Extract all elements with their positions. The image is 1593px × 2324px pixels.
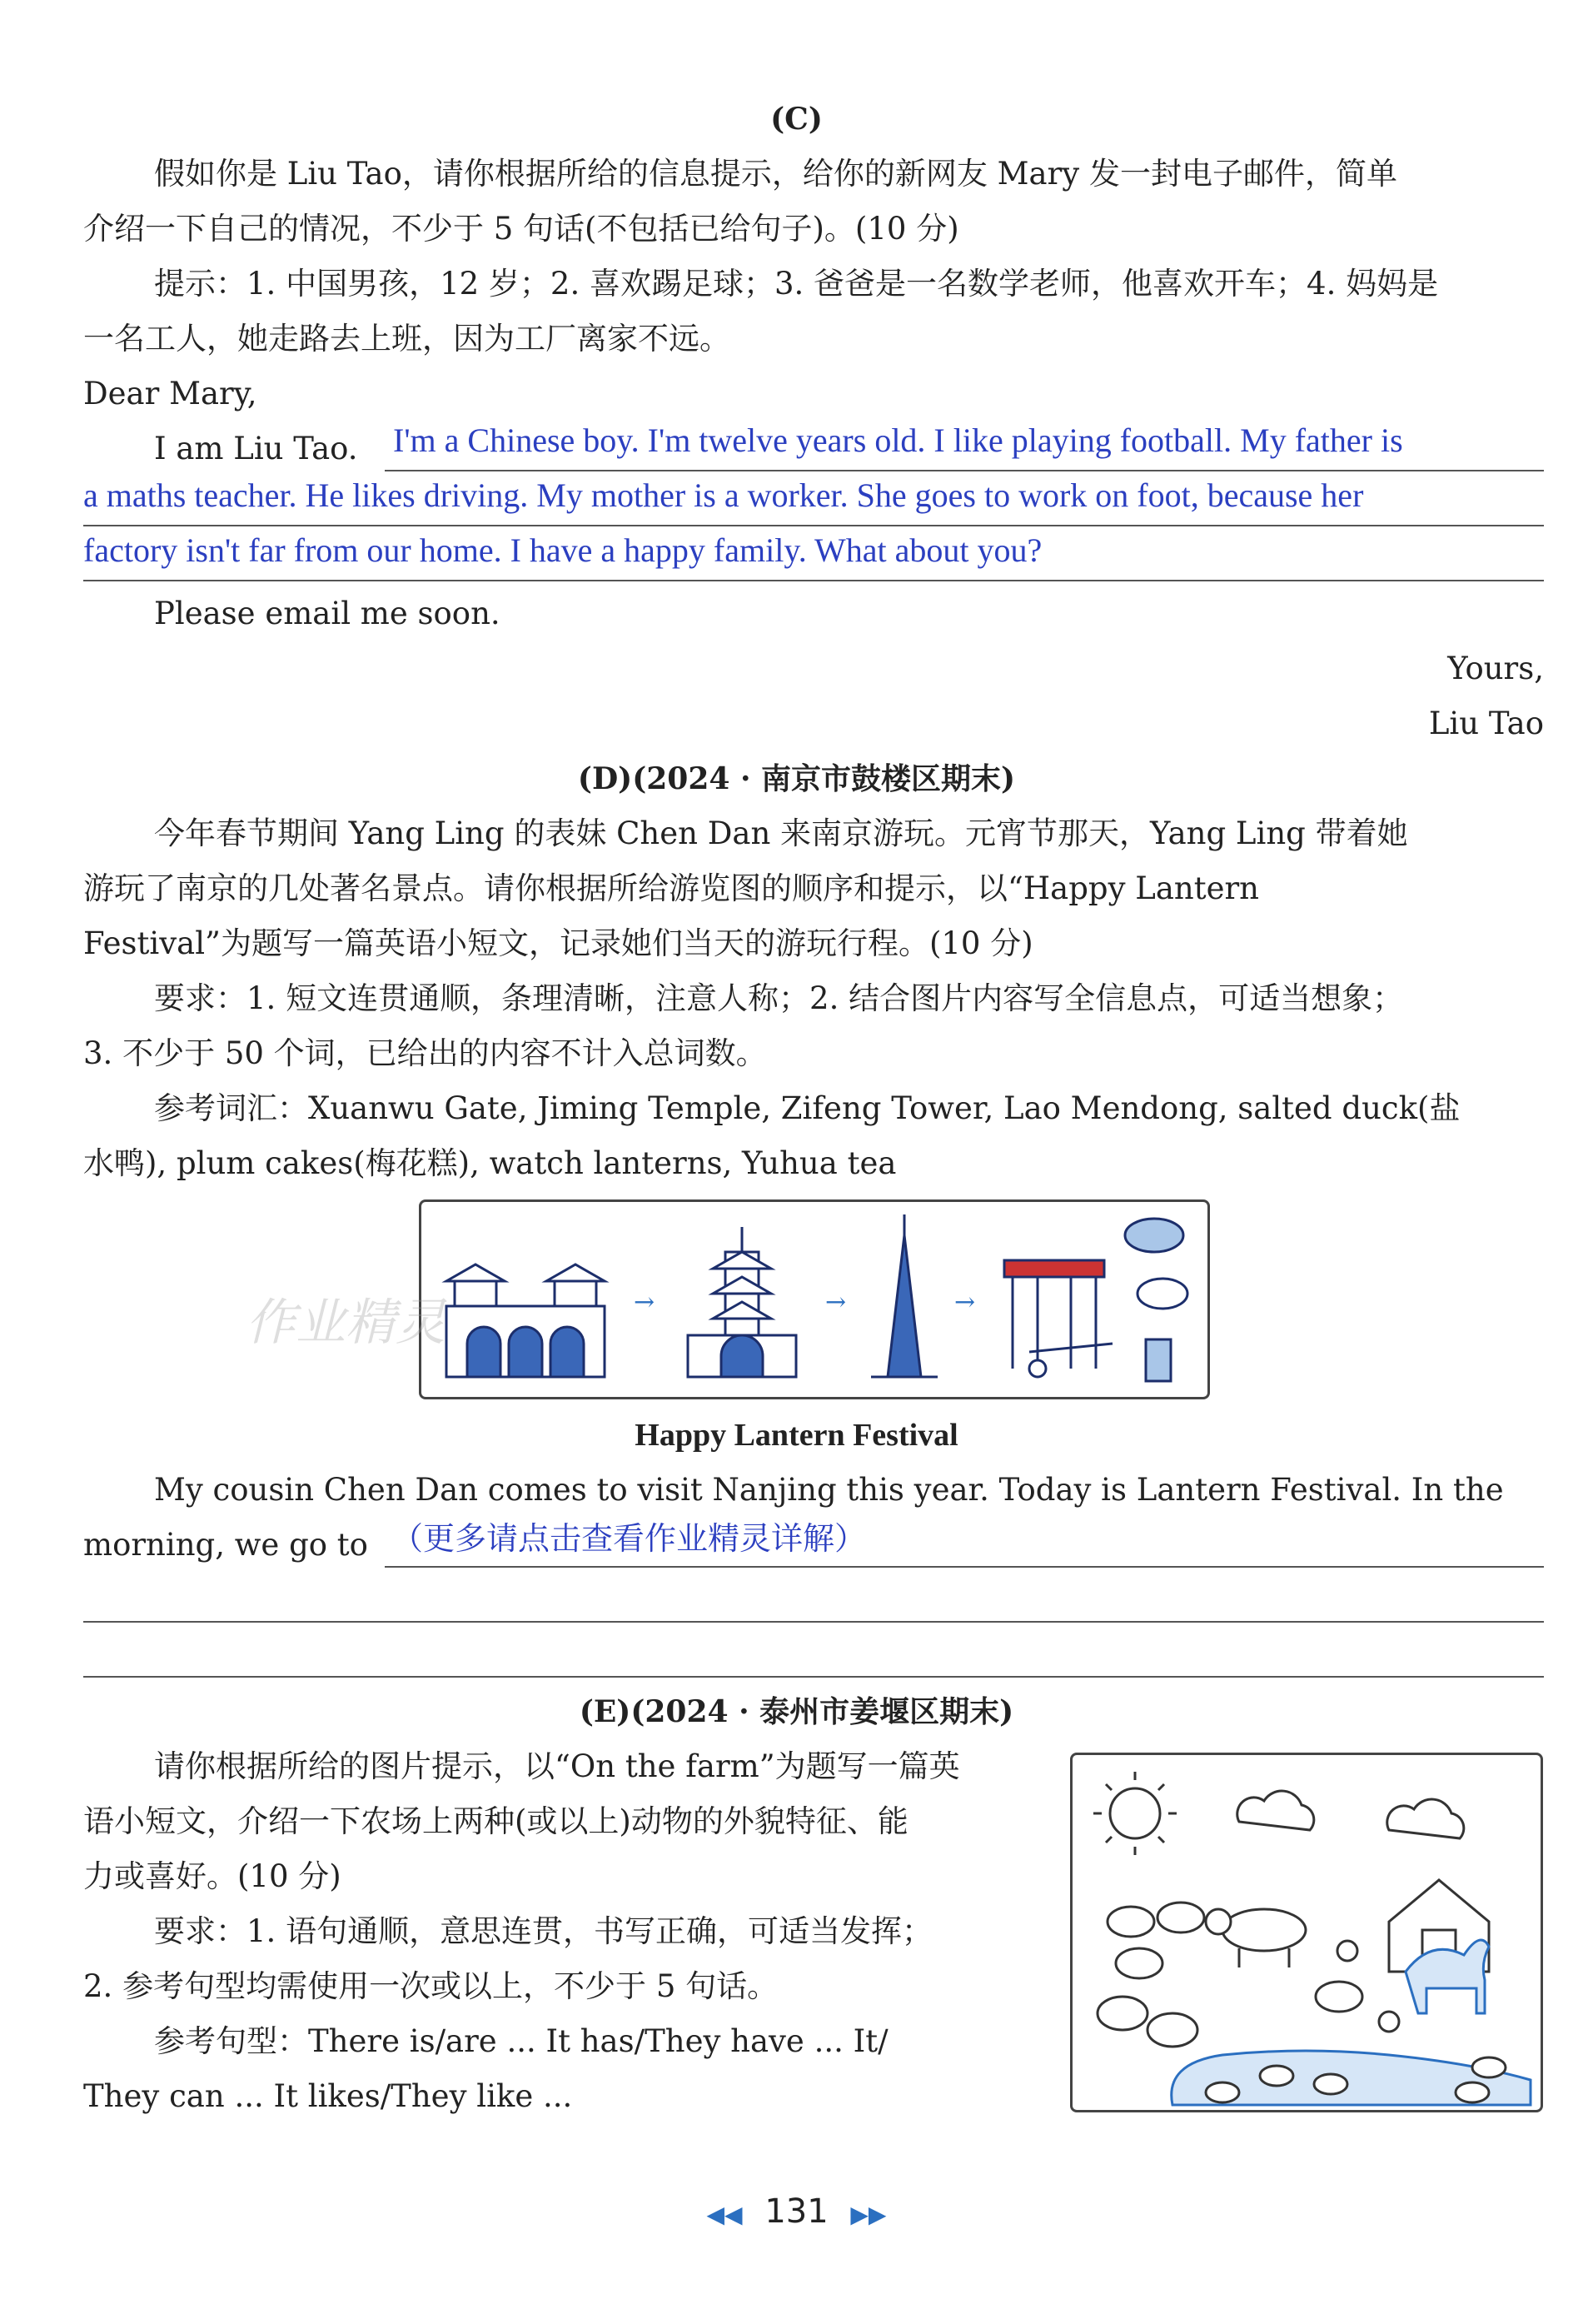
signature: Liu Tao <box>1428 706 1544 741</box>
section-d-vocab: 水鸭), plum cakes(梅花糕), watch lanterns, Yuhua tea <box>83 1145 897 1181</box>
writing-rule <box>83 1676 1544 1678</box>
section-e-prompt: 语小短文，介绍一下农场上两种(或以上)动物的外貌特征、能 <box>83 1803 909 1839</box>
writing-rule <box>385 470 1544 471</box>
lao-mendong-gate-icon <box>1004 1260 1104 1369</box>
essay-title: Happy Lantern Festival <box>635 1418 958 1453</box>
section-c-hint: 提示：1. 中国男孩，12 岁；2. 喜欢踢足球；3. 爸爸是一名数学老师，他喜欢开车；4. 妈妈是 <box>154 266 1439 302</box>
watermark: 作业精灵 <box>246 1294 446 1352</box>
section-c-prompt: 假如你是 Liu Tao，请你根据所给的信息提示，给你的新网友 Mary 发一封电子邮件，简单 <box>154 156 1397 192</box>
section-d-prompt: Festival”为题写一篇英语小短文，记录她们当天的游玩行程。(10 分) <box>83 925 1033 961</box>
section-e-requirement: 要求：1. 语句通顺，意思连贯，书写正确，可适当发挥； <box>154 1913 933 1949</box>
email-intro: I am Liu Tao. <box>154 431 358 466</box>
arrow-icon: → <box>825 1288 847 1317</box>
cloud-icon <box>1237 1791 1464 1838</box>
section-e-prompt: 力或喜好。(10 分) <box>83 1858 341 1894</box>
section-c-heading: (C) <box>770 102 823 137</box>
closing-line: Please email me soon. <box>154 596 500 631</box>
jiming-temple-icon <box>688 1227 796 1377</box>
farm-picture <box>1070 1753 1543 2112</box>
essay-text: morning, we go to <box>83 1527 368 1563</box>
answer-line: I'm a Chinese boy. I'm twelve years old. I like playing football. My father is <box>393 421 1403 459</box>
writing-rule <box>83 580 1544 581</box>
writing-rule <box>385 1566 1544 1568</box>
arrow-icon: → <box>954 1288 976 1317</box>
section-d-prompt: 游玩了南京的几处著名景点。请你根据所给游览图的顺序和提示，以“Happy Lantern <box>83 870 1260 906</box>
section-d-heading: (D)(2024 · 南京市鼓楼区期末) <box>577 761 1016 796</box>
section-e-requirement: 2. 参考句型均需使用一次或以上，不少于 5 句话。 <box>83 1968 779 2004</box>
page-number: 131 <box>764 2192 829 2231</box>
farm-illustration <box>1073 1755 1541 2110</box>
writing-rule <box>83 525 1544 526</box>
xuanwu-gate-icon <box>446 1264 605 1377</box>
tour-route-picture <box>419 1199 1210 1399</box>
section-d-vocab: 参考词汇：Xuanwu Gate, Jiming Temple, Zifeng Tower, Lao Mendong, salted duck(盐 <box>154 1090 1461 1126</box>
section-d-requirement: 要求：1. 短文连贯通顺，条理清晰，注意人称；2. 结合图片内容写全信息点，可适当想象； <box>154 980 1404 1016</box>
zifeng-tower-icon <box>871 1214 938 1377</box>
sign-off: Yours, <box>1447 651 1544 686</box>
section-e-heading: (E)(2024 · 泰州市姜堰区期末) <box>579 1694 1014 1729</box>
section-d-prompt: 今年春节期间 Yang Ling 的表妹 Chen Dan 来南京游玩。元宵节那天，Yang Ling 带着她 <box>154 815 1408 851</box>
arrow-icon: → <box>634 1288 655 1317</box>
salutation: Dear Mary, <box>83 376 257 411</box>
section-d-requirement: 3. 不少于 50 个词，已给出的内容不计入总词数。 <box>83 1035 767 1071</box>
essay-text: My cousin Chen Dan comes to visit Nanjing this year. Today is Lantern Festival. In the <box>154 1472 1504 1508</box>
tour-route-illustration <box>421 1202 1207 1397</box>
cow-icon <box>1206 1909 1306 1967</box>
section-e-pattern: They can ... It likes/They like ... <box>83 2078 573 2114</box>
page-footer <box>0 2192 1593 2231</box>
section-c-hint: 一名工人，她走路去上班，因为工厂离家不远。 <box>83 321 730 357</box>
previous-page-icon[interactable]: ◀◀ <box>706 2201 743 2228</box>
next-page-icon[interactable]: ▶▶ <box>850 2201 887 2228</box>
answer-detail-link[interactable]: （更多请点击查看作业精灵详解） <box>391 1520 867 1557</box>
section-e-prompt: 请你根据所给的图片提示，以“On the farm”为题写一篇英 <box>154 1748 960 1784</box>
answer-line: a maths teacher. He likes driving. My mother is a worker. She goes to work on foot, because her <box>83 476 1364 514</box>
plum-cake-icon <box>1138 1279 1187 1309</box>
salted-duck-icon <box>1125 1219 1183 1252</box>
section-c-prompt: 介绍一下自己的情况，不少于 5 句话(不包括已给句子)。(10 分) <box>83 211 959 247</box>
writing-rule <box>83 1621 1544 1623</box>
section-e-pattern: 参考句型：There is/are ... It has/They have ... It/ <box>154 2023 889 2059</box>
answer-line: factory isn't far from our home. I have a happy family. What about you? <box>83 531 1043 569</box>
pig-icon <box>1098 1997 1197 2047</box>
tea-cup-icon <box>1146 1339 1171 1381</box>
sun-icon <box>1093 1772 1177 1855</box>
